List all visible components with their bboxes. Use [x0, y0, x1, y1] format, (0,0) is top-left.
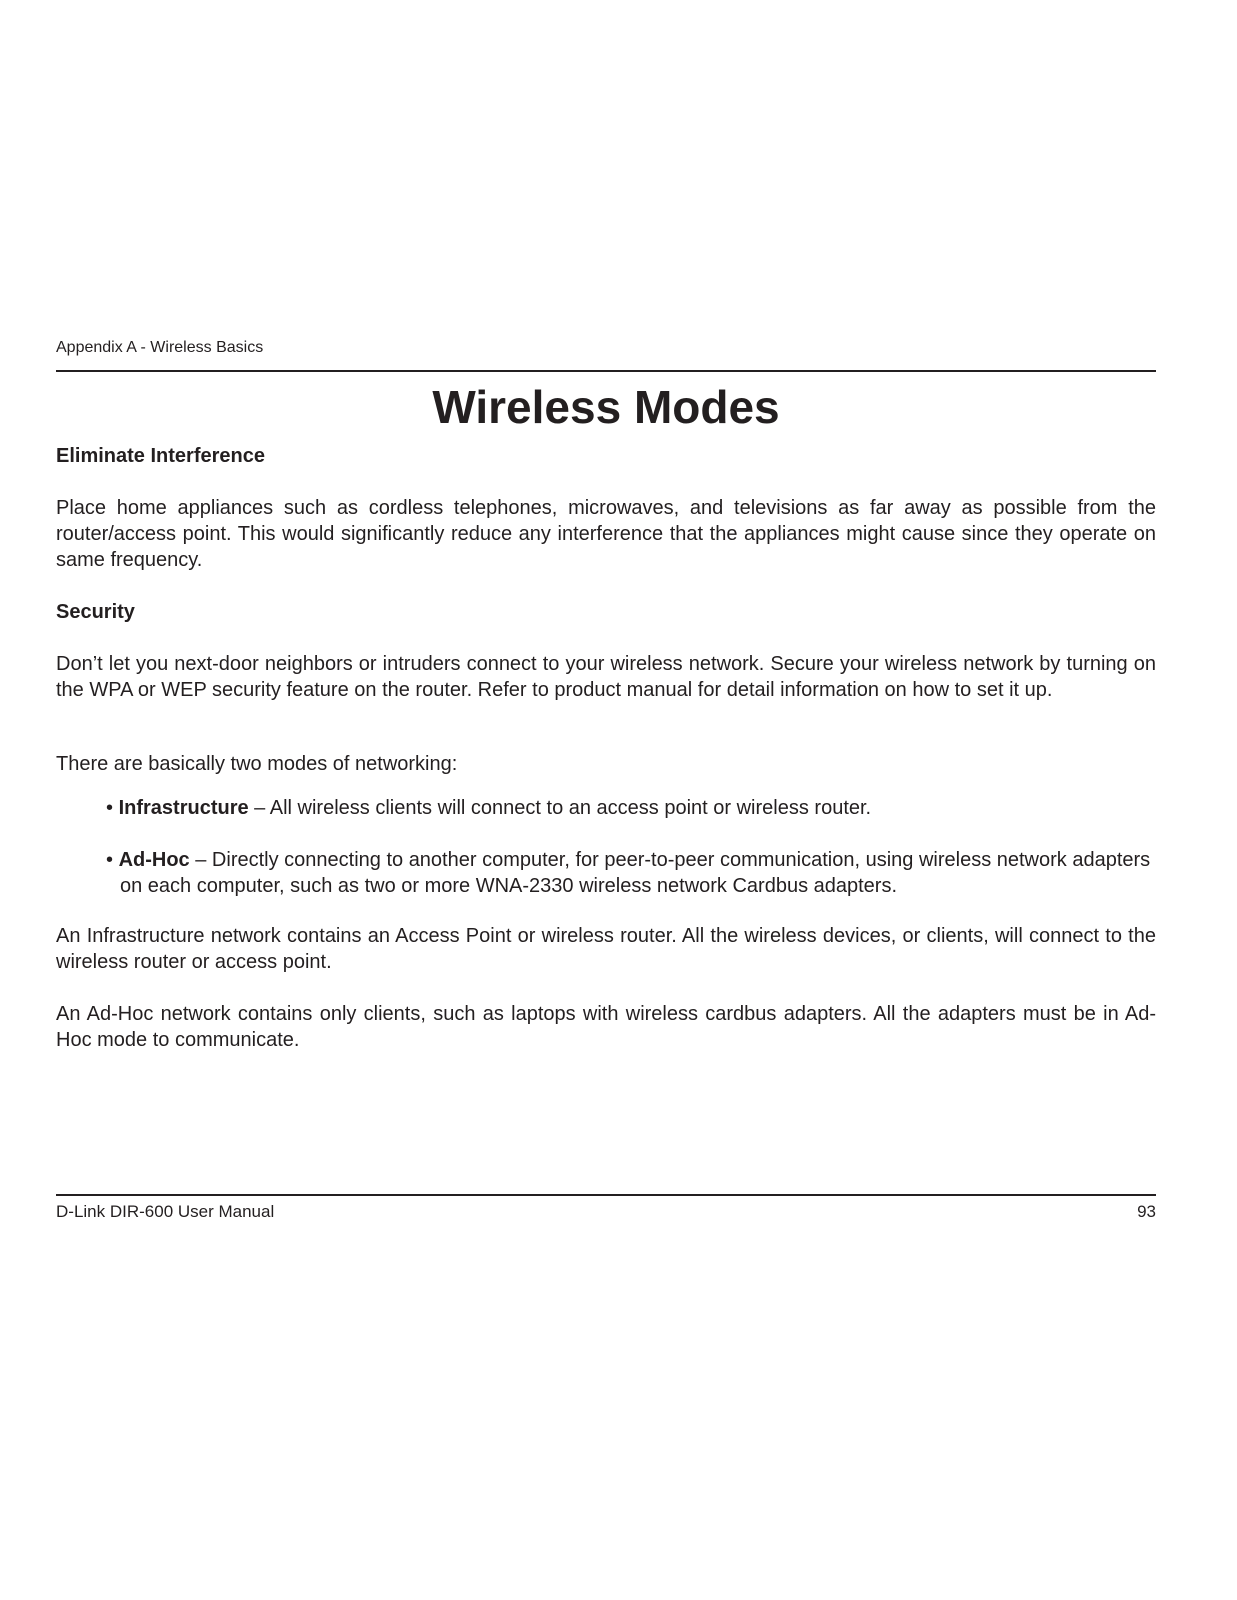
section-body-interference: Place home appliances such as cordless telephones, microwaves, and televisions as far away as possible from the router/access point. This would significantly reduce any interference that the appliances might cause since they operate on same frequency. [56, 497, 1156, 571]
running-header: Appendix A - Wireless Basics [56, 339, 264, 356]
paragraph-infrastructure: An Infrastructure network contains an Access Point or wireless router. All the wireless devices, or clients, will connect to the wireless router or access point. [56, 925, 1156, 973]
mode-description: – All wireless clients will connect to an access point or wireless router. [254, 797, 872, 819]
page-title: Wireless Modes [432, 381, 780, 433]
bullet-icon: • [106, 797, 114, 819]
header-rule [56, 370, 1156, 372]
section-heading-interference: Eliminate Interference [56, 445, 265, 467]
page-content [56, 443, 1156, 1053]
bullet-icon: • [106, 849, 114, 871]
mode-term: Infrastructure [118, 797, 249, 819]
page-number: 93 [1137, 1202, 1156, 1221]
list-item-adhoc [106, 847, 1156, 899]
section-heading-security: Security [56, 601, 135, 623]
list-item-infrastructure [106, 795, 1156, 821]
paragraph-adhoc: An Ad-Hoc network contains only clients, such as laptops with wireless cardbus adapters. All the adapters must be in Ad-Hoc mode to communicate. [56, 1003, 1156, 1051]
mode-description: – Directly connecting to another computer, for peer-to-peer communication, using wireless network adapters on each computer, such as two or more WNA-2330 wireless network Cardbus adapters. [120, 849, 1151, 897]
footer-rule [56, 1194, 1156, 1196]
modes-list [56, 795, 1156, 899]
mode-term: Ad-Hoc [118, 849, 190, 871]
footer-manual-title: D-Link DIR-600 User Manual [56, 1202, 275, 1221]
section-body-security: Don’t let you next-door neighbors or intruders connect to your wireless network. Secure your wireless network by turning on the WPA or WEP security feature on the router. Refer to product manual for detail information on how to set it up. [56, 653, 1156, 701]
modes-intro: There are basically two modes of networking: [56, 753, 458, 775]
